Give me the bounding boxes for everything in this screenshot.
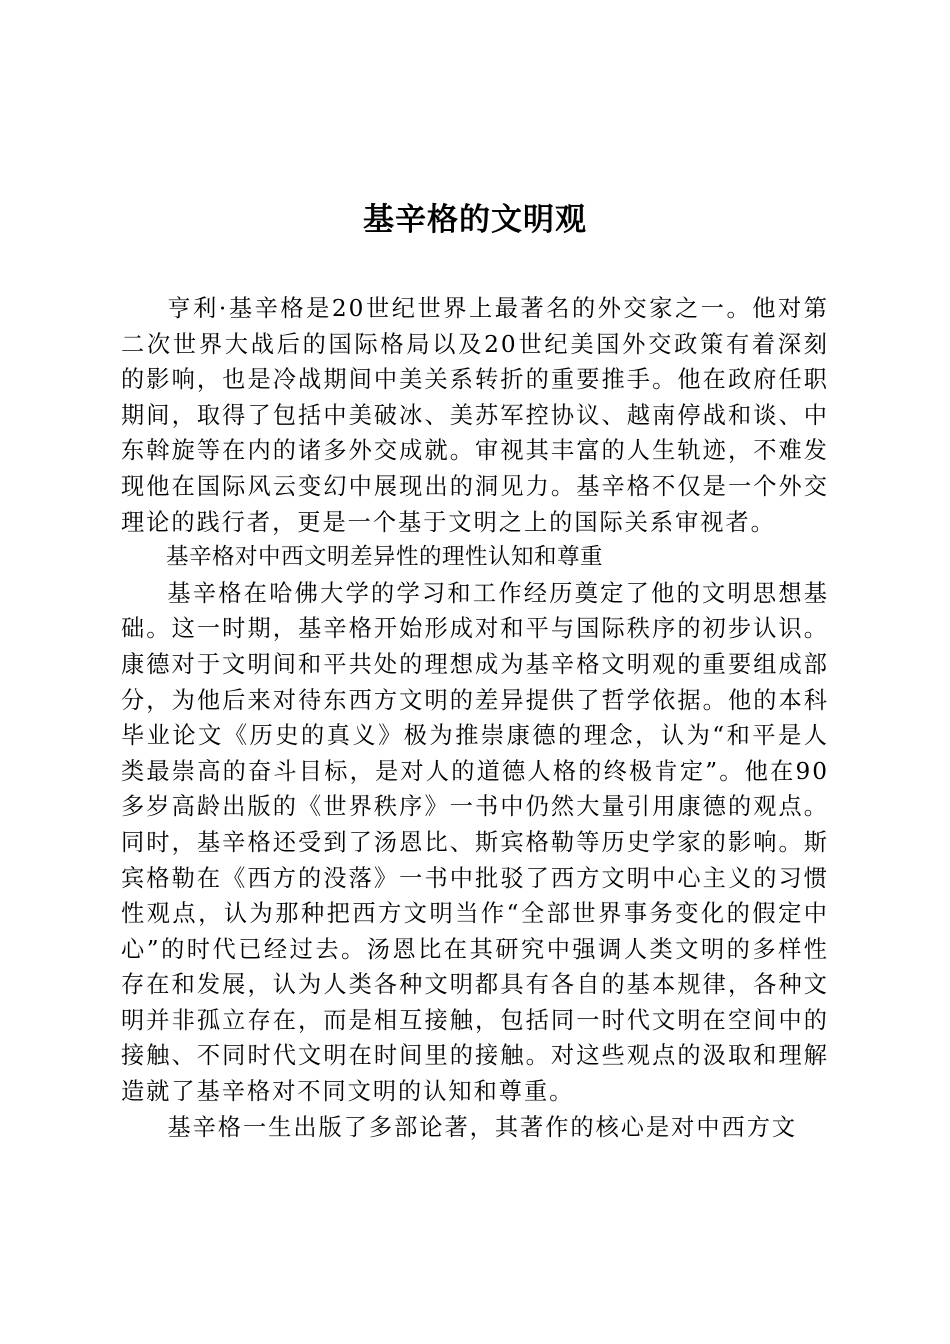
document-title: 基辛格的文明观 xyxy=(363,202,587,238)
paragraph-harvard: 基辛格在哈佛大学的学习和工作经历奠定了他的文明思想基础。这一时期，基辛格开始形成对和平与国际秩序的初步认识。康德对于文明间和平共处的理想成为基辛格文明观的重要组成部分，为他后来对待东西方文明的差异提供了哲学依据。他的本科毕业论文《历史的真义》极为推崇康德的理念，认为“和平是人类最崇高的奋斗目标，是对人的道德人格的终极肯定”。他在90多岁高龄出版的《世界秩序》一书中仍然大量引用康德的观点。同时，基辛格还受到了汤恩比、斯宾格勒等历史学家的影响。斯宾格勒在《西方的没落》一书中批驳了西方文明中心主义的习惯性观点，认为那种把西方文明当作“全部世界事务变化的假定中心”的时代已经过去。汤恩比在其研究中强调人类文明的多样性存在和发展，认为人类各种文明都具有各自的基本规律，各种文明并非孤立存在，而是相互接触，包括同一时代文明在空间中的接触、不同时代文明在时间里的接触。对这些观点的汲取和理解造就了基辛格对不同文明的认知和尊重。 xyxy=(121,579,829,1106)
paragraph-intro: 亨利·基辛格是20世纪世界上最著名的外交家之一。他对第二次世界大战后的国际格局以及20世纪美国外交政策有着深刻的影响，也是冷战期间中美关系转折的重要推手。他在政府任职期间，取得了包括中美破冰、美苏军控协议、越南停战和谈、中东斡旋等在内的诸多外交成就。审视其丰富的人生轨迹，不难发现他在国际风云变幻中展现出的洞见力。基辛格不仅是一个外交理论的践行者，更是一个基于文明之上的国际关系审视者。 xyxy=(121,295,829,536)
document-body xyxy=(121,291,829,1145)
section-heading: 基辛格对中西文明差异性的理性认知和尊重 xyxy=(166,544,604,571)
paragraph-works: 基辛格一生出版了多部论著，其著作的核心是对中西方文 xyxy=(167,1113,798,1141)
